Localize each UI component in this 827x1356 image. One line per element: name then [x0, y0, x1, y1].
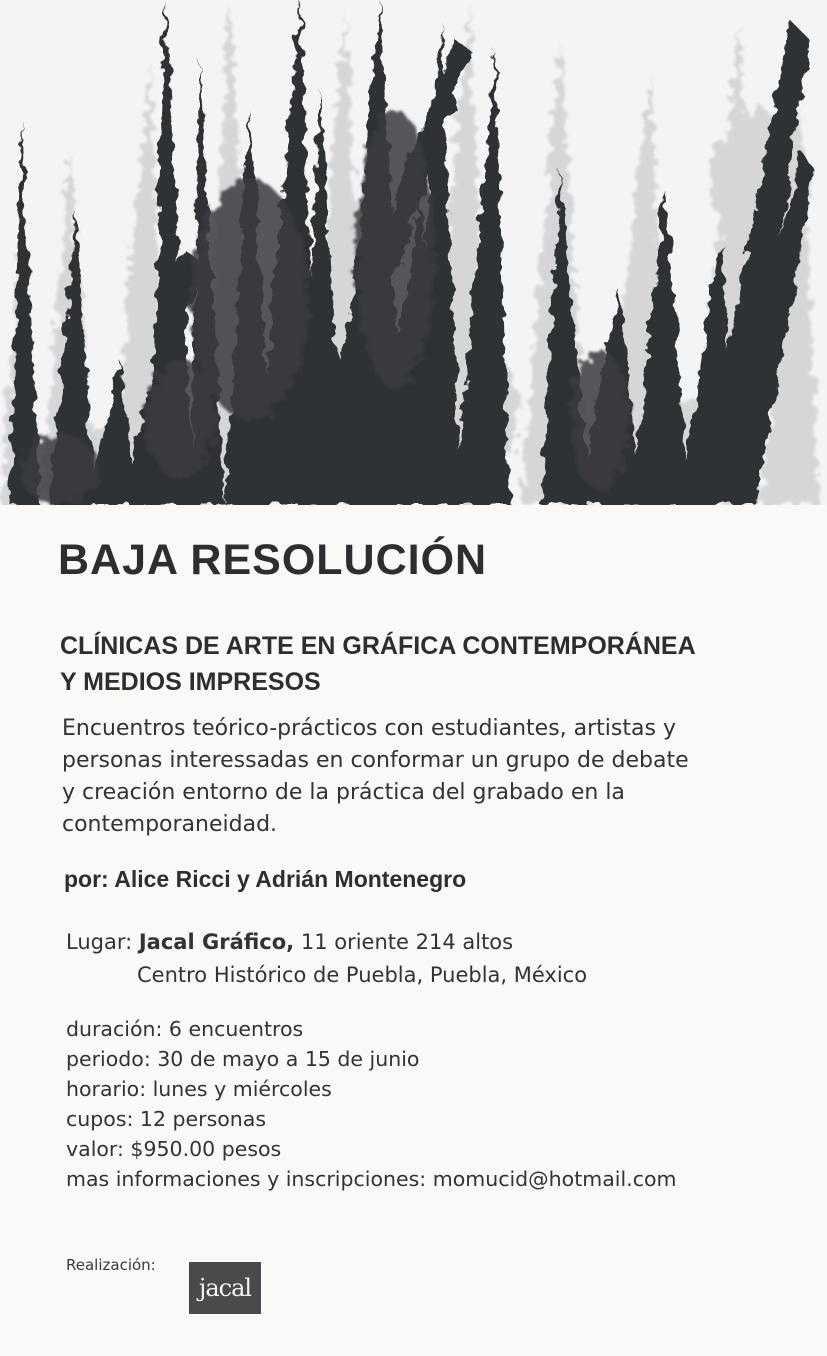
- authors-prefix: por:: [64, 866, 109, 892]
- description-line: Encuentros teórico-prácticos con estudiantes, artistas y: [62, 716, 676, 741]
- detail-periodo: periodo: 30 de mayo a 15 de junio: [66, 1047, 420, 1071]
- subtitle-line: CLÍNICAS DE ARTE EN GRÁFICA CONTEMPORÁNEA: [60, 632, 696, 660]
- description-line: contemporaneidad.: [62, 812, 278, 837]
- jacal-logo: jacal: [189, 1262, 261, 1314]
- location-line: [66, 926, 587, 959]
- detail-duracion: duración: 6 encuentros: [66, 1017, 304, 1041]
- credit-label: Realización:: [66, 1256, 156, 1274]
- description-line: personas interessadas en conformar un grupo de debate: [62, 748, 689, 773]
- location-label: Lugar:: [66, 930, 139, 954]
- detail-valor: valor: $950.00 pesos: [66, 1137, 282, 1161]
- detail-horario: horario: lunes y miércoles: [66, 1077, 332, 1101]
- detail-info: mas informaciones y inscripciones: momucid@hotmail.com: [66, 1167, 677, 1191]
- subtitle-line: Y MEDIOS IMPRESOS: [60, 668, 321, 696]
- venue-name: Jacal Gráfico,: [138, 930, 295, 954]
- location-city: Centro Histórico de Puebla, Puebla, México: [137, 963, 588, 987]
- authors: [64, 866, 466, 893]
- ink-brush-artwork-icon: [0, 0, 827, 505]
- authors-names: Alice Ricci y Adrián Montenegro: [108, 866, 467, 892]
- hero-artwork: [0, 0, 827, 505]
- description: [62, 713, 702, 841]
- page-title: BAJA RESOLUCIÓN: [58, 536, 488, 584]
- venue-address: 11 oriente 214 altos: [294, 930, 514, 954]
- subtitle: [60, 628, 696, 700]
- details-list: [66, 1014, 676, 1194]
- detail-cupos: cupos: 12 personas: [66, 1107, 267, 1131]
- description-line: y creación entorno de la práctica del grabado en la: [62, 780, 625, 805]
- location: [66, 926, 587, 992]
